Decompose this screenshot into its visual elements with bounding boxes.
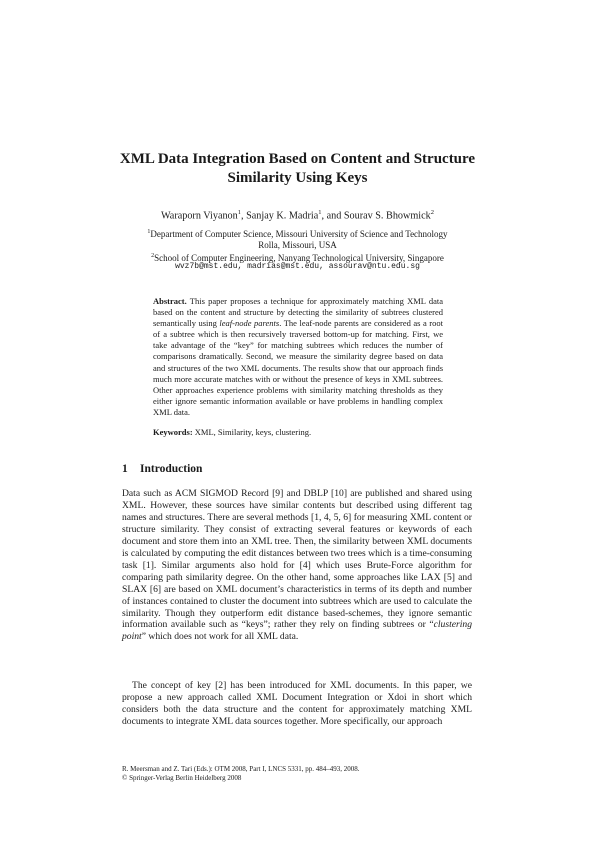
affiliation-2-line-1: School of Computer Engineering, Nanyang Technological University, Singapore [154, 253, 444, 263]
paper-title [60, 150, 535, 188]
abstract-text-continued: . The leaf-node parents are considered as a root of a subtree which is then recursively traversed bottom-up for matching. First, we take advantage of the “key” for matching subtrees which reduces the number of comparisons dramatically. Second, we measure the similarity degree based on data and structures of the two XML documents. The results show that our approach finds much more accurate matches with or without the presence of keys in XML subtrees. Other approaches experience problems with similarity matching thresholds as they either ignore semantic information available or have problems in handling complex XML data. [153, 318, 443, 417]
page-footer [122, 765, 472, 783]
author-separator: , and [321, 210, 344, 222]
keywords-label: Keywords: [153, 427, 193, 437]
section-title: Introduction [140, 463, 203, 475]
keywords-text: XML, Similarity, keys, clustering. [192, 427, 312, 437]
author-2: Sanjay K. Madria [246, 210, 319, 222]
body-paragraph-2 [122, 680, 472, 728]
abstract-text: This paper proposes a technique for approximately matching XML data based on the content and structure by detecting the similarity of subtrees clustered semantically using [153, 296, 443, 329]
author-emails: wvz7b@mst.edu, madrias@mst.edu, assourav@ntu.edu.sg [175, 262, 420, 271]
section-number: 1 [122, 463, 128, 475]
keywords [153, 427, 443, 438]
paragraph-text: The concept of key [2] has been introduced for XML documents. In this paper, we propose a new approach called XML Document Integration or Xdoi in short which considers both the data structure and the content for approximately matching XML documents to integrate XML data sources together. More specifically, our approach [122, 680, 472, 727]
body-paragraph-1 [122, 488, 472, 643]
author-3: Sourav S. Bhowmick [343, 210, 431, 222]
paragraph-text: Data such as ACM SIGMOD Record [9] and DBLP [10] are published and shared using XML. However, these sources have similar contents but described using different tag names and structures. There are several methods [1, 4, 5, 6] for measuring XML content or structure similarity. They consist of extracting several features or keywords of each document and store them into an XML tree. Then, the similarity between XML documents is calculated by computing the edit distances between two trees which is a time-consuming task [1]. Similar arguments also hold for [4] which uses Brute-Force algorithm for comparing path similarity degree. On the other hand, some approaches like LAX [5] and SLAX [6] are based on XML document’s characteristics in terms of its depth and number of instances contained to cluster the document into subtrees which are used to calculate the similarity. Though they outperform edit distance based-schemes, they ignore semantic information available such as “keys”; rather they rely on finding subtrees or “ [122, 488, 472, 631]
footer-citation: R. Meersman and Z. Tari (Eds.): OTM 2008, Part I, LNCS 5331, pp. 484–493, 2008. [122, 765, 360, 773]
affiliation-1-line-2: Rolla, Missouri, USA [258, 240, 337, 250]
affiliation-1-number: 1 [147, 229, 151, 235]
abstract-emphasis: leaf-node parents [219, 318, 280, 329]
title-line-1: XML Data Integration Based on Content and Structure [119, 151, 476, 167]
affiliation-2-number: 2 [151, 253, 155, 259]
affiliation-1-line-1: Department of Computer Science, Missouri University of Science and Technology [150, 229, 448, 239]
affiliation-1 [130, 227, 465, 251]
abstract-label: Abstract. [153, 296, 187, 306]
title-line-2: Similarity Using Keys [227, 170, 368, 186]
paragraph-emphasis: clustering point [122, 619, 472, 643]
author-separator: , [241, 210, 247, 222]
author-1: Waraporn Viyanon [161, 210, 238, 222]
author-1-affil: 1 [237, 209, 241, 216]
paragraph-text-continued: ” which does not work for all XML data. [141, 631, 299, 643]
abstract [153, 296, 443, 418]
footer-copyright: © Springer-Verlag Berlin Heidelberg 2008 [122, 774, 242, 782]
author-2-affil: 1 [318, 209, 322, 216]
author-list [60, 206, 535, 222]
author-3-affil: 2 [430, 209, 434, 216]
section-heading [122, 462, 202, 476]
